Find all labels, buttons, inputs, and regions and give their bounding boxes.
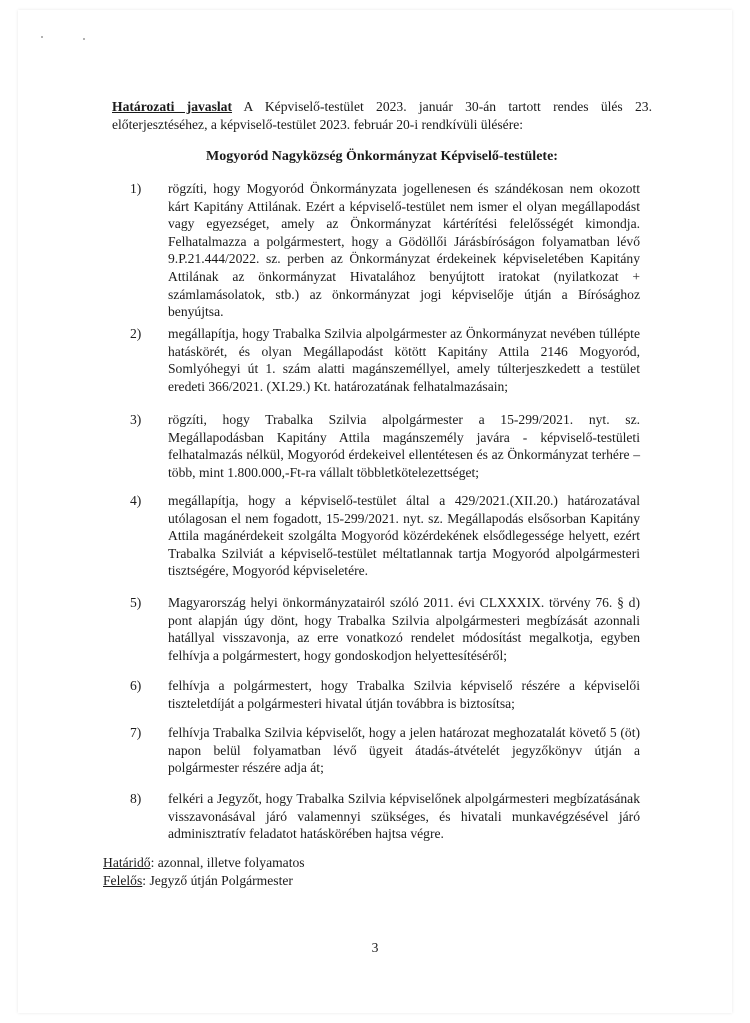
deadline-value: : azonnal, illetve folyamatos xyxy=(150,855,305,870)
item-text: felhívja Trabalka Szilvia képviselőt, hogy a jelen határozat meghozatalát követő 5 (öt) napon belül folyamatban lévő ügyeit átadás-átvételét jegyzőkönyv útján a polgármester részére adja át; xyxy=(168,725,640,776)
resolution-item xyxy=(112,594,652,664)
intro-paragraph xyxy=(112,98,652,133)
resolution-item xyxy=(112,790,652,843)
item-text: megállapítja, hogy Trabalka Szilvia alpolgármester az Önkormányzat nevében túllépte hatáskörét, és olyan Megállapodást kötött Kapitány Attila 2146 Mogyoród, Somlyóhegyi út 1. szám alatti magánszeméllyel, amely túlterjeszkedett a testület eredeti 366/2021. (XI.29.) Kt. határozatának felhatalmazásain; xyxy=(168,326,640,394)
item-number: 4) xyxy=(130,493,142,508)
scan-speck xyxy=(41,36,43,38)
item-number: 1) xyxy=(130,181,142,196)
deadline-line xyxy=(103,854,305,872)
responsible-value: : Jegyző útján Polgármester xyxy=(142,873,293,888)
deadline-label: Határidő xyxy=(103,855,151,870)
responsible-label: Felelős xyxy=(103,873,143,888)
item-text: felkéri a Jegyzőt, hogy Trabalka Szilvia képviselőnek alpolgármesteri megbízatásának visszavonásával járó valamennyi szükséges, és hivatali munkavégzésével járó adminisztratív feladatot hatáskörében hajtsa végre. xyxy=(168,791,640,842)
item-text: megállapítja, hogy a képviselő-testület által a 429/2021.(XII.20.) határozatával utólagosan el nem fogadott, 15-299/2021. nyt. sz. Megállapodás elsősorban Kapitány Attila magánérdekeit szolgálta Mogyoród közérdekének elsődlegessége helyett, ezért Trabalka Szilviát a képviselő-testület méltatlannak tartja Mogyoród alpolgármesteri tisztségére, Mogyoród képviseletére. xyxy=(168,493,640,579)
item-number: 2) xyxy=(130,326,142,341)
item-text: rögzíti, hogy Trabalka Szilvia alpolgármester a 15-299/2021. nyt. sz. Megállapodásban Kapitány Attila magánszemély javára - képviselő-testületi felhatalmazás nélkül, Mogyoród érdekeivel ellentétesen és az Önkormányzat terhére – több, mint 1.800.000,-Ft-ra vállalt többletkötelezettséget; xyxy=(168,412,640,480)
item-number: 3) xyxy=(130,412,142,427)
item-text: felhívja a polgármestert, hogy Trabalka Szilvia képviselő részére a képviselői tiszteletdíját a polgármesteri hivatal útján továbbra is biztosítsa; xyxy=(168,678,640,711)
resolution-proposal-label: Határozati javaslat xyxy=(112,99,232,114)
scan-speck xyxy=(83,38,85,40)
intro-text: A Képviselő-testület 2023. január 30-án tartott rendes ülés 23. előterjesztéséhez, a képviselő-testület 2023. február 20-i rendkívüli ülésére: xyxy=(112,99,652,132)
resolution-item xyxy=(112,411,652,481)
item-text: rögzíti, hogy Mogyoród Önkormányzata jogellenesen és szándékosan nem okozott kárt Kapitány Attilának. Ezért a képviselő-testület nem ismer el olyan megállapodást vagy egyezséget, amely az Önkormányzat kártérítési felelősségét kimondja. Felhatalmazza a polgármestert, hogy a Gödöllői Járásbíróságon folyamatban lévő 9.P.21.444/2022. sz. perben az Önkormányzat érdekeinek képviseletében Kapitány Attilának az önkormányzat Hivatalához benyújtott iratokat (nyilatkozat + számlamásolatok, stb.) az önkormányzat jogi képviselője útján a Bírósághoz benyújtsa. xyxy=(168,181,640,320)
page-number: 3 xyxy=(371,940,379,955)
item-number: 8) xyxy=(130,791,142,806)
resolution-item xyxy=(112,325,652,395)
resolution-item xyxy=(112,492,652,580)
item-text: Magyarország helyi önkormányzatairól szóló 2011. évi CLXXXIX. törvény 76. § d) pont alapján úgy dönt, hogy Trabalka Szilvia alpolgármesteri megbízását azonnali hatállyal visszavonja, az erre vonatkozó rendelet módosítást megalkotja, egyben felhívja a polgármestert, hogy gondoskodjon helyettesítéséről; xyxy=(168,595,640,663)
resolution-item xyxy=(112,180,652,321)
responsible-line xyxy=(103,872,293,890)
item-number: 7) xyxy=(130,725,142,740)
item-number: 5) xyxy=(130,595,142,610)
resolution-item xyxy=(112,724,652,777)
item-number: 6) xyxy=(130,678,142,693)
council-heading: Mogyoród Nagyközség Önkormányzat Képviselő-testülete: xyxy=(206,149,558,164)
resolution-item xyxy=(112,677,652,712)
